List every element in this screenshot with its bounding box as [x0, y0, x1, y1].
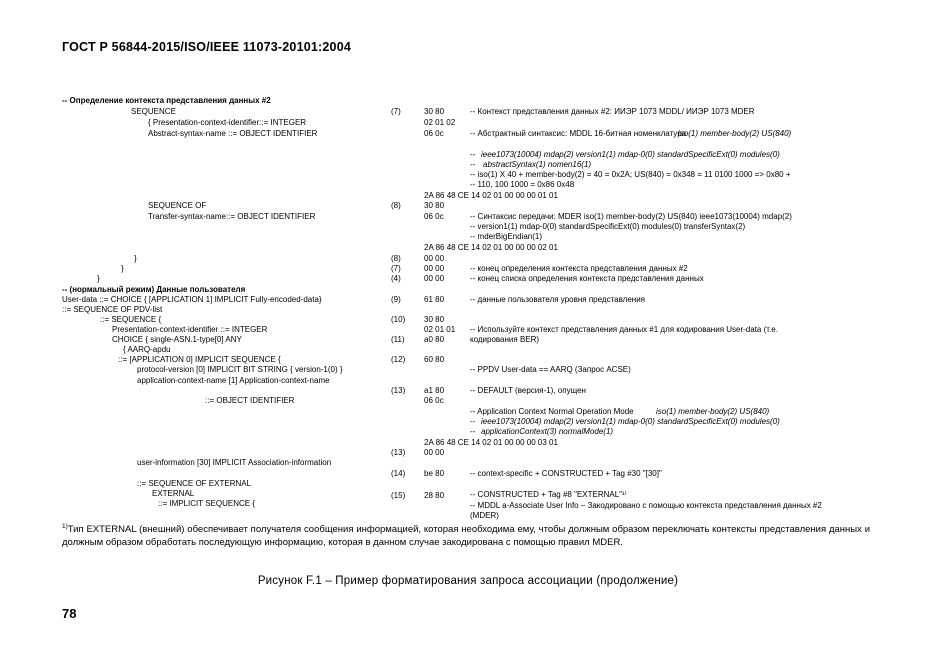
listing-line: 30 80	[424, 201, 445, 210]
listing-line: 2A 86 48 CE 14 02 01 00 00 00 03 01	[424, 438, 558, 447]
listing-line: -- 110, 100 1000 = 0x86 0x48	[470, 180, 575, 189]
listing-line: 28 80	[424, 491, 445, 500]
listing-line: a0 80	[424, 335, 445, 344]
listing-line: ::= SEQUENCE OF PDV-list	[62, 305, 163, 314]
page-number: 78	[62, 606, 77, 621]
listing-line: -- context-specific + CONSTRUCTED + Tag #30 "[30]"	[470, 469, 662, 478]
listing-line: 06 0c	[424, 212, 444, 221]
listing-line: (8)	[391, 254, 401, 263]
listing-line: -- iso(1) X 40 + member-body(2) = 40 = 0x2A; US(840) = 0x348 = 11 0100 1000 => 0x80 +	[470, 170, 791, 179]
listing-line: 30 80	[424, 107, 445, 116]
listing-line: protocol-version [0] IMPLICIT BIT STRING { version-1(0) }	[137, 365, 343, 374]
listing-line: Transfer-syntax-name::= OBJECT IDENTIFIER	[148, 212, 316, 221]
listing-line: (10)	[391, 315, 406, 324]
listing-line: Presentation-context-identifier ::= INTEGER	[112, 325, 268, 334]
listing-line: { Presentation-context-identifier::= INTEGER	[148, 118, 307, 127]
listing-line: ieee1073(10004) mdap(2) version1(1) mdap-0(0) standardSpecificExt(0) modules(0)	[481, 150, 780, 159]
listing-line: (11)	[391, 335, 405, 344]
listing-line: --	[470, 150, 476, 159]
listing-line: User-data ::= CHOICE { [APPLICATION 1] IMPLICIT Fully-encoded-data}	[62, 295, 322, 304]
listing-line: }	[121, 264, 124, 273]
listing-line: ::= IMPLICIT SEQUENCE {	[158, 499, 255, 508]
listing-line: -- конец определения контекста представления данных #2	[470, 264, 688, 273]
listing-line: -- данные пользователя уровня представления	[470, 295, 645, 304]
listing-line: user-information [30] IMPLICIT Association-information	[137, 458, 332, 467]
listing-line: applicationContext(3) normalMode(1)	[481, 427, 614, 436]
listing-line: (13)	[391, 448, 406, 457]
listing-line: SEQUENCE	[131, 107, 176, 116]
listing-line: ieee1073(10004) mdap(2) version1(1) mdap-0(0) standardSpecificExt(0) modules(0)	[481, 417, 780, 426]
listing-line: (7)	[391, 264, 401, 273]
listing-line: -- mderBigEndian(1)	[470, 232, 543, 241]
page-header-title: ГОСТ Р 56844-2015/ISO/IEEE 11073-20101:2004	[62, 40, 352, 54]
listing-line: 00 00	[424, 274, 445, 283]
listing-line: 00 00	[424, 264, 445, 273]
listing-line: 02 01 02	[424, 118, 456, 127]
listing-line: 02 01 01	[424, 325, 456, 334]
footnote	[62, 520, 870, 549]
listing-line: abstractSyntax(1) nomen16(1)	[483, 160, 592, 169]
listing-line: (4)	[391, 274, 401, 283]
footnote-mark: 1)	[62, 523, 68, 530]
listing-line: 06 0c	[424, 129, 444, 138]
listing-line: { AARQ-apdu	[123, 345, 171, 354]
listing-line: -- Контекст представления данных #2: ИИЭР 1073 MDDL/ ИИЭР 1073 MDER	[470, 107, 755, 116]
listing-line: (9)	[391, 295, 401, 304]
listing-line: -- CONSTRUCTED + Tag #8 "EXTERNAL"¹⁾	[470, 490, 627, 499]
listing-line: }	[134, 254, 137, 263]
listing-line: 30 80	[424, 315, 445, 324]
listing-line: EXTERNAL	[152, 489, 195, 498]
listing-line: iso(1) member-body(2) US(840)	[656, 407, 770, 416]
listing-line: -- version1(1) mdap-0(0) standardSpecificExt(0) modules(0) transferSyntax(2)	[470, 222, 746, 231]
listing-line: -- DEFAULT (версия-1), опущен	[470, 386, 586, 395]
listing-line: ::= [APPLICATION 0] IMPLICIT SEQUENCE {	[118, 355, 281, 364]
listing-line: 61 80	[424, 295, 445, 304]
listing-line: 00 00	[424, 448, 445, 457]
listing-line: (12)	[391, 355, 406, 364]
figure-caption: Рисунок F.1 – Пример форматирования запроса ассоциации (продолжение)	[257, 575, 679, 587]
listing-line: 00 00	[424, 254, 445, 263]
footnote-text: Тип EXTERNAL (внешний) обеспечивает получателя сообщения информацией, которая необходима ему, чтобы должным образом переключать контексты представления данных и должным образом обработать последующую информацию, которая в данном случае закодирована с помощью правил MDER.	[62, 524, 870, 549]
listing-line: a1 80	[424, 386, 445, 395]
listing-line: --	[470, 417, 476, 426]
listing-line: 2A 86 48 CE 14 02 01 00 00 00 02 01	[424, 243, 558, 252]
listing-line: be 80	[424, 469, 445, 478]
listing-line: -- Абстрактный синтаксис: MDDL 16-битная номенклатура	[470, 129, 687, 138]
listing-line: (MDER)	[470, 511, 499, 520]
listing-line: (7)	[391, 107, 401, 116]
listing-line: CHOICE { single-ASN.1-type[0] ANY	[112, 335, 242, 344]
listing-line: -- MDDL a-Associate User Info – Закодировано с помощью контекста представления данных #2	[470, 501, 822, 510]
listing-line: -- Определение контекста представления данных #2	[62, 96, 271, 105]
listing-line: (13)	[391, 386, 406, 395]
listing-line: }	[97, 274, 100, 283]
listing-line: Abstract-syntax-name ::= OBJECT IDENTIFIER	[148, 129, 318, 138]
listing-line: iso(1) member-body(2) US(840)	[678, 129, 792, 138]
listing-line: -- PPDV User-data == AARQ (Запрос ACSE)	[470, 365, 631, 374]
listing-line: 60 80	[424, 355, 445, 364]
listing-line: -- Используйте контекст представления данных #1 для кодирования User-data (т.е.	[470, 325, 778, 334]
listing-line: -- Синтаксис передачи: MDER iso(1) member-body(2) US(840) ieee1073(10004) mdap(2)	[470, 212, 792, 221]
listing-line: ::= OBJECT IDENTIFIER	[205, 396, 295, 405]
listing-line: 2A 86 48 CE 14 02 01 00 00 00 01 01	[424, 191, 558, 200]
listing-line: --	[470, 160, 476, 169]
listing-line: (8)	[391, 201, 401, 210]
listing-line: (14)	[391, 469, 406, 478]
listing-line: -- конец списка определения контекста представления данных	[470, 274, 704, 283]
listing-line: кодирования BER)	[470, 335, 540, 344]
listing-line: ::= SEQUENCE {	[100, 315, 162, 324]
listing-line: --	[470, 427, 476, 436]
listing-line: SEQUENCE OF	[148, 201, 207, 210]
listing-line: application-context-name [1] Application-context-name	[137, 376, 330, 385]
listing-line: -- (нормальный режим) Данные пользователя	[62, 285, 246, 294]
listing-line: -- Application Context Normal Operation Mode	[470, 407, 634, 416]
listing-line: 06 0c	[424, 396, 444, 405]
listing-line: (15)	[391, 491, 406, 500]
listing-line: ::= SEQUENCE OF EXTERNAL	[137, 479, 252, 488]
